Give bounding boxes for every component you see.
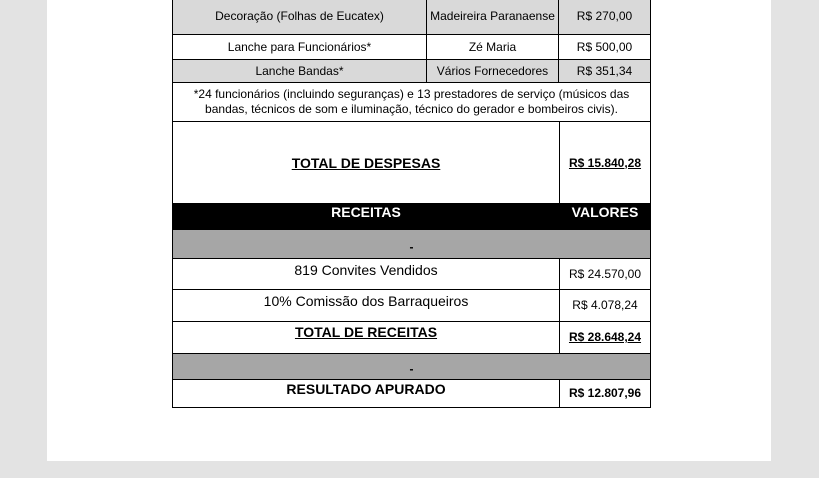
expense-value: R$ 351,34 xyxy=(558,59,651,83)
total-revenues-value: R$ 28.648,24 xyxy=(559,321,651,354)
section-separator: - xyxy=(172,353,651,380)
result-value: R$ 12.807,96 xyxy=(559,379,651,408)
expense-supplier: Madeireira Paranaense xyxy=(426,0,559,35)
expense-value: R$ 500,00 xyxy=(558,34,651,60)
total-expenses-value: R$ 15.840,28 xyxy=(559,121,651,204)
total-expenses-label: TOTAL DE DESPESAS xyxy=(172,121,560,204)
expense-item: Lanche Bandas* xyxy=(172,59,427,83)
revenue-header-values-label: VALORES xyxy=(571,204,639,220)
expense-supplier: Zé Maria xyxy=(426,34,559,60)
revenue-value: R$ 4.078,24 xyxy=(559,289,651,322)
expense-item: Lanche para Funcionários* xyxy=(172,34,427,60)
expense-value: R$ 270,00 xyxy=(558,0,651,35)
expense-supplier: Vários Fornecedores xyxy=(426,59,559,83)
revenue-item: 10% Comissão dos Barraqueiros xyxy=(172,289,560,322)
document-page xyxy=(47,0,771,461)
section-separator: - xyxy=(172,229,651,259)
expense-footnote: *24 funcionários (incluindo seguranças) e 13 prestadores de serviço (músicos das bandas, técnicos de som e iluminação, técnico do gerador e bombeiros civis). xyxy=(172,82,651,122)
expense-item: Decoração (Folhas de Eucatex) xyxy=(172,0,427,35)
revenue-header-label: RECEITAS xyxy=(331,204,401,220)
revenue-value: R$ 24.570,00 xyxy=(559,258,651,290)
result-label: RESULTADO APURADO xyxy=(172,379,560,408)
total-revenues-label: TOTAL DE RECEITAS xyxy=(172,321,560,354)
revenue-item: 819 Convites Vendidos xyxy=(172,258,560,290)
